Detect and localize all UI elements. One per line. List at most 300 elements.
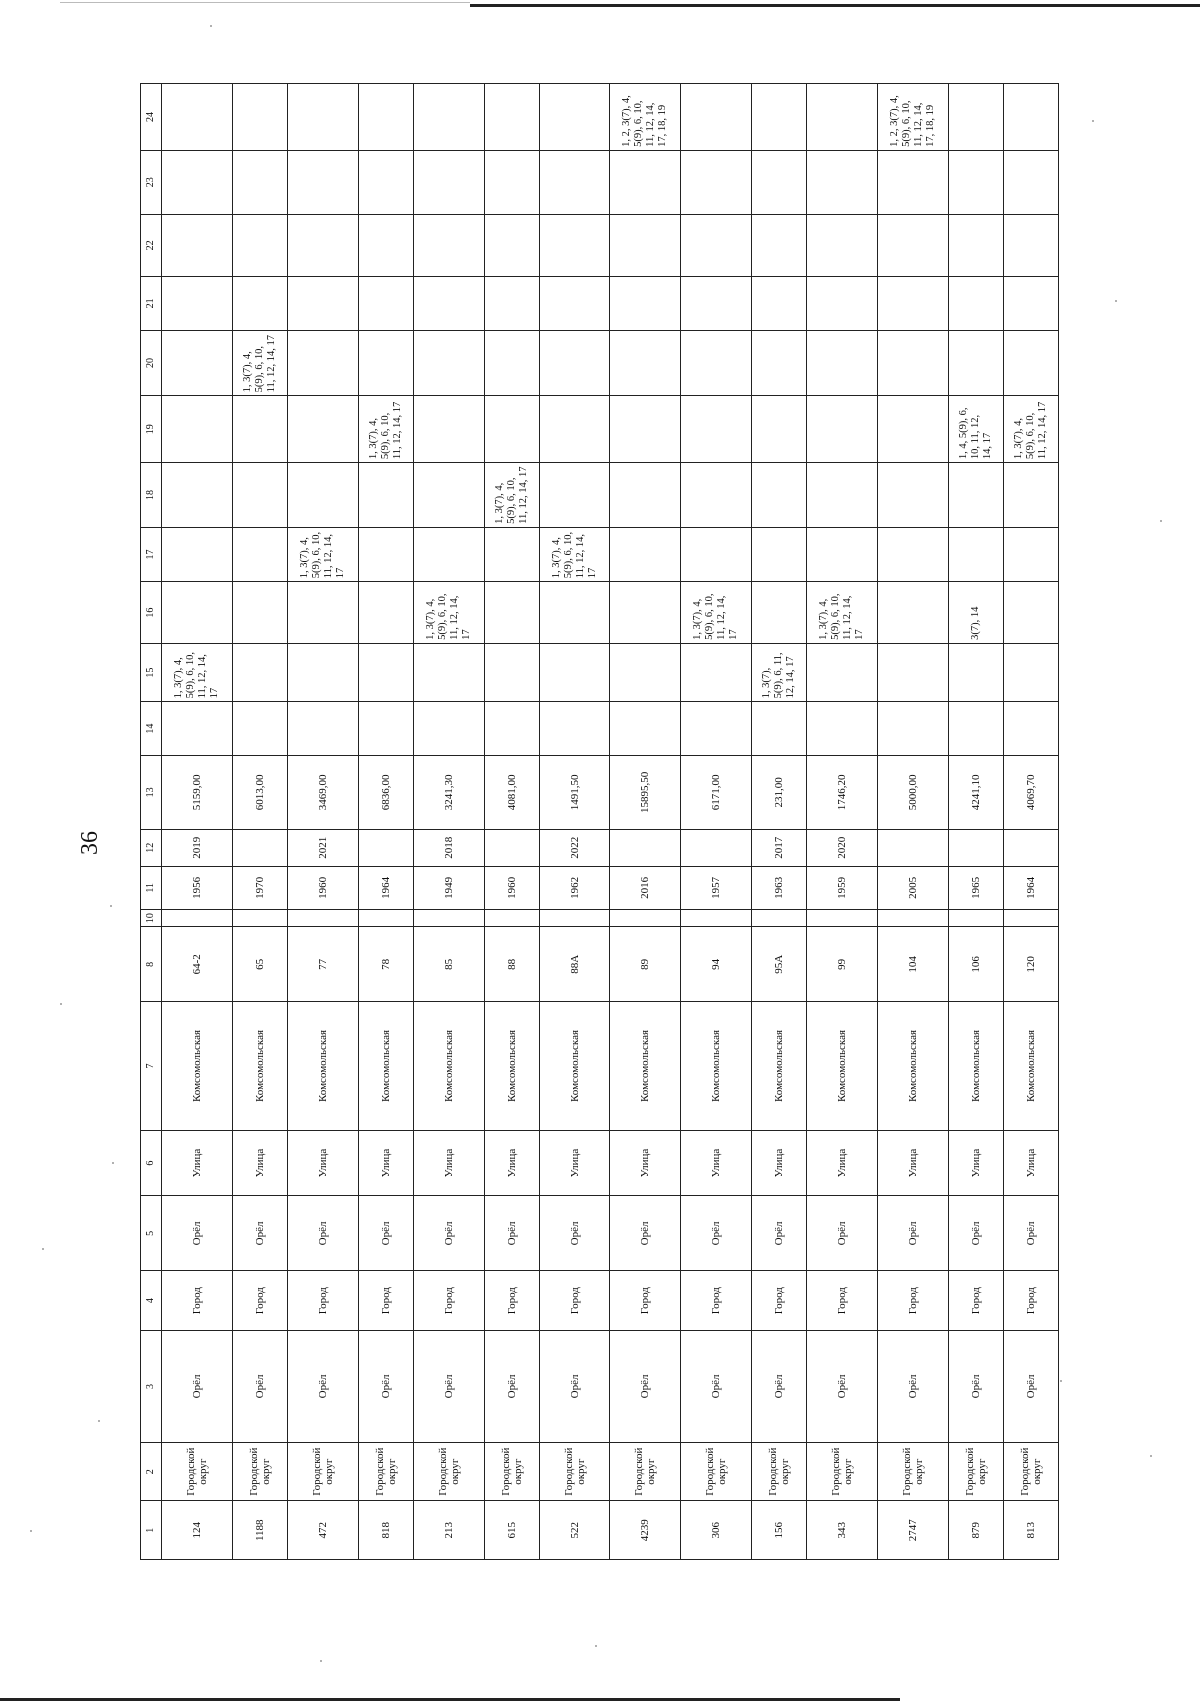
table-cell: 2020: [807, 829, 878, 866]
table-cell: [681, 643, 752, 702]
table-cell: [484, 909, 539, 926]
scan-edge-line: [470, 4, 1200, 7]
table-cell: [162, 527, 233, 581]
table-cell: [807, 396, 878, 463]
table-cell: 213: [413, 1501, 484, 1560]
table-cell: Орёл: [413, 1196, 484, 1271]
table-cell: [610, 214, 681, 277]
table-cell: Город: [484, 1271, 539, 1331]
table-row: [807, 84, 878, 1560]
table-cell: 4239: [610, 1501, 681, 1560]
table-cell: Орёл: [752, 1196, 807, 1271]
table-cell: Комсомольская: [539, 1002, 610, 1130]
table-cell: 615: [484, 1501, 539, 1560]
table-cell: [162, 396, 233, 463]
table-cell: [358, 330, 413, 396]
table-cell: 3(7), 14: [949, 582, 1004, 644]
table-cell: 106: [949, 927, 1004, 1002]
table-cell: 78: [358, 927, 413, 1002]
table-cell: Улица: [610, 1130, 681, 1196]
table-cell: 124: [162, 1501, 233, 1560]
table-cell: [878, 330, 949, 396]
table-cell: [413, 643, 484, 702]
table-cell: [1004, 702, 1059, 755]
table-cell: Улица: [681, 1130, 752, 1196]
table-cell: [358, 829, 413, 866]
table-cell: 4241,10: [949, 755, 1004, 829]
table-cell: Комсомольская: [358, 1002, 413, 1130]
table-row: [610, 84, 681, 1560]
table-cell: [752, 527, 807, 581]
table-cell: [358, 582, 413, 644]
table-cell: Улица: [949, 1130, 1004, 1196]
table-cell: Комсомольская: [681, 1002, 752, 1130]
table-row: [162, 84, 233, 1560]
table-cell: [878, 702, 949, 755]
table-cell: [232, 150, 287, 214]
table-cell: [807, 909, 878, 926]
table-cell: [681, 909, 752, 926]
table-cell: [681, 150, 752, 214]
table-cell: [807, 702, 878, 755]
table-cell: Комсомольская: [610, 1002, 681, 1130]
table-cell: [681, 396, 752, 463]
table-cell: 1960: [287, 866, 358, 909]
table-cell: [949, 277, 1004, 330]
table-cell: [1004, 150, 1059, 214]
table-cell: [232, 463, 287, 528]
table-cell: 1188: [232, 1501, 287, 1560]
table-cell: [1004, 463, 1059, 528]
table-cell: [949, 643, 1004, 702]
table-cell: 472: [287, 1501, 358, 1560]
table-cell: [287, 702, 358, 755]
table-row: [878, 84, 949, 1560]
table-cell: Орёл: [358, 1196, 413, 1271]
table-cell: Комсомольская: [287, 1002, 358, 1130]
table-cell: Орёл: [358, 1330, 413, 1442]
table-cell: [162, 582, 233, 644]
table-cell: [610, 150, 681, 214]
table-cell: [287, 150, 358, 214]
table-cell: Орёл: [807, 1196, 878, 1271]
table-cell: [413, 277, 484, 330]
table-cell: [949, 463, 1004, 528]
table-cell: 1, 3(7), 5(9), 6, 11, 12, 14, 17: [752, 643, 807, 702]
table-cell: [807, 463, 878, 528]
table-cell: [413, 527, 484, 581]
table-cell: [162, 909, 233, 926]
table-cell: [287, 463, 358, 528]
table-cell: [610, 582, 681, 644]
table-cell: [949, 214, 1004, 277]
table-cell: [413, 396, 484, 463]
table-cell: [878, 909, 949, 926]
table-cell: Городской округ: [1004, 1442, 1059, 1501]
column-number: 13: [141, 755, 162, 829]
table-cell: [949, 84, 1004, 151]
table-cell: [358, 463, 413, 528]
table-cell: 2022: [539, 829, 610, 866]
table-cell: 306: [681, 1501, 752, 1560]
table-cell: [484, 829, 539, 866]
table-cell: [484, 527, 539, 581]
table-cell: 1965: [949, 866, 1004, 909]
column-number: 21: [141, 277, 162, 330]
table-cell: 65: [232, 927, 287, 1002]
table-cell: Орёл: [752, 1330, 807, 1442]
table-cell: [232, 909, 287, 926]
table-cell: [358, 909, 413, 926]
table-cell: [484, 214, 539, 277]
table-cell: [232, 396, 287, 463]
table-cell: [232, 277, 287, 330]
table-cell: 1970: [232, 866, 287, 909]
table-cell: Орёл: [287, 1330, 358, 1442]
table-cell: Комсомольская: [232, 1002, 287, 1130]
column-number: 10: [141, 909, 162, 926]
table-cell: 2021: [287, 829, 358, 866]
table-cell: 1, 3(7), 4, 5(9), 6, 10, 11, 12, 14, 17: [1004, 396, 1059, 463]
table-cell: [484, 84, 539, 151]
table-cell: 1949: [413, 866, 484, 909]
table-cell: 879: [949, 1501, 1004, 1560]
table-cell: Город: [287, 1271, 358, 1331]
table-cell: [413, 463, 484, 528]
table-cell: Городской округ: [358, 1442, 413, 1501]
table-cell: [358, 150, 413, 214]
table-cell: [610, 702, 681, 755]
column-number: 1: [141, 1501, 162, 1560]
table-cell: 120: [1004, 927, 1059, 1002]
table-cell: [878, 527, 949, 581]
column-number: 18: [141, 463, 162, 528]
table-cell: [232, 643, 287, 702]
table-cell: [752, 150, 807, 214]
table-cell: [807, 150, 878, 214]
table-cell: Орёл: [1004, 1330, 1059, 1442]
table-cell: Комсомольская: [807, 1002, 878, 1130]
table-cell: [610, 909, 681, 926]
table-cell: [1004, 909, 1059, 926]
table-cell: Комсомольская: [752, 1002, 807, 1130]
table-cell: 1491,50: [539, 755, 610, 829]
table-cell: [949, 909, 1004, 926]
table-cell: [752, 582, 807, 644]
table-cell: Орёл: [484, 1196, 539, 1271]
table-cell: [752, 909, 807, 926]
table-cell: Орёл: [539, 1330, 610, 1442]
table-cell: 5159,00: [162, 755, 233, 829]
table-cell: [539, 214, 610, 277]
table-cell: Орёл: [610, 1196, 681, 1271]
table-cell: Улица: [878, 1130, 949, 1196]
table-cell: 85: [413, 927, 484, 1002]
column-number: 20: [141, 330, 162, 396]
table-cell: [610, 643, 681, 702]
table-cell: [949, 829, 1004, 866]
table-cell: [610, 277, 681, 330]
table-cell: Город: [949, 1271, 1004, 1331]
table-cell: [484, 277, 539, 330]
table-cell: [752, 396, 807, 463]
table-cell: [539, 277, 610, 330]
table-cell: [484, 702, 539, 755]
table-cell: [287, 214, 358, 277]
table-body: [162, 84, 1059, 1560]
table-cell: 1956: [162, 866, 233, 909]
table-cell: 77: [287, 927, 358, 1002]
table-cell: [1004, 84, 1059, 151]
table-cell: Городской округ: [878, 1442, 949, 1501]
table-cell: Комсомольская: [878, 1002, 949, 1130]
table-cell: Комсомольская: [1004, 1002, 1059, 1130]
table-cell: [681, 829, 752, 866]
table-cell: [1004, 214, 1059, 277]
table-cell: [752, 330, 807, 396]
table-cell: [681, 527, 752, 581]
table-cell: [807, 527, 878, 581]
table-cell: 1957: [681, 866, 752, 909]
table-cell: 1959: [807, 866, 878, 909]
table-cell: Орёл: [1004, 1196, 1059, 1271]
table-cell: [539, 396, 610, 463]
column-number: 2: [141, 1442, 162, 1501]
table-cell: [413, 330, 484, 396]
table-cell: [681, 702, 752, 755]
rotated-table-wrapper: [140, 83, 1059, 1560]
table-row: [413, 84, 484, 1560]
table-cell: Город: [610, 1271, 681, 1331]
table-cell: [1004, 527, 1059, 581]
table-cell: [358, 643, 413, 702]
table-cell: Орёл: [949, 1196, 1004, 1271]
table-cell: [413, 909, 484, 926]
table-cell: Городской округ: [610, 1442, 681, 1501]
table-cell: [681, 463, 752, 528]
column-number: 4: [141, 1271, 162, 1331]
table-cell: [539, 582, 610, 644]
column-number: 22: [141, 214, 162, 277]
table-cell: Орёл: [287, 1196, 358, 1271]
table-cell: [539, 84, 610, 151]
table-cell: 1, 3(7), 4, 5(9), 6, 10, 11, 12, 14, 17: [232, 330, 287, 396]
table-cell: [949, 702, 1004, 755]
table-cell: [358, 84, 413, 151]
table-cell: [681, 330, 752, 396]
table-cell: Городской округ: [162, 1442, 233, 1501]
scan-edge-line: [60, 2, 470, 3]
table-cell: 4069,70: [1004, 755, 1059, 829]
table-cell: [162, 463, 233, 528]
column-number: 11: [141, 866, 162, 909]
table-row: [681, 84, 752, 1560]
table-cell: Комсомольская: [484, 1002, 539, 1130]
table-cell: 156: [752, 1501, 807, 1560]
table-cell: 88А: [539, 927, 610, 1002]
table-row: [1004, 84, 1059, 1560]
table-row: [232, 84, 287, 1560]
table-cell: [752, 702, 807, 755]
table-cell: [287, 643, 358, 702]
table-cell: 95А: [752, 927, 807, 1002]
table-cell: Город: [162, 1271, 233, 1331]
table-cell: [1004, 829, 1059, 866]
table-cell: 3469,00: [287, 755, 358, 829]
table-cell: Город: [1004, 1271, 1059, 1331]
table-cell: [610, 463, 681, 528]
table-cell: [539, 150, 610, 214]
table-cell: 1, 3(7), 4, 5(9), 6, 10, 11, 12, 14, 17: [358, 396, 413, 463]
table-cell: Городской округ: [484, 1442, 539, 1501]
table-cell: [878, 396, 949, 463]
table-cell: Комсомольская: [162, 1002, 233, 1130]
table-row: [752, 84, 807, 1560]
table-cell: Орёл: [162, 1196, 233, 1271]
table-cell: 2016: [610, 866, 681, 909]
table-cell: [162, 84, 233, 151]
table-cell: [287, 909, 358, 926]
table-cell: 6836,00: [358, 755, 413, 829]
column-number: 5: [141, 1196, 162, 1271]
table-cell: [539, 909, 610, 926]
table-cell: Улица: [162, 1130, 233, 1196]
table-cell: [162, 150, 233, 214]
table-cell: [807, 643, 878, 702]
table-cell: Орёл: [878, 1196, 949, 1271]
table-cell: 1, 2, 3(7), 4, 5(9), 6, 10, 11, 12, 14, 17, 18, 19: [878, 84, 949, 151]
table-cell: [878, 829, 949, 866]
table-cell: [807, 277, 878, 330]
table-cell: Город: [413, 1271, 484, 1331]
table-cell: [949, 527, 1004, 581]
table-cell: [539, 463, 610, 528]
column-number: 23: [141, 150, 162, 214]
column-number: 15: [141, 643, 162, 702]
table-cell: Городской округ: [287, 1442, 358, 1501]
table-cell: 818: [358, 1501, 413, 1560]
table-cell: [878, 582, 949, 644]
table-cell: 2005: [878, 866, 949, 909]
table-cell: Городской округ: [539, 1442, 610, 1501]
table-cell: [484, 582, 539, 644]
table-cell: [807, 214, 878, 277]
table-cell: Комсомольская: [949, 1002, 1004, 1130]
table-cell: [878, 150, 949, 214]
table-cell: [752, 214, 807, 277]
table-cell: [1004, 582, 1059, 644]
table-cell: [610, 527, 681, 581]
table-cell: [752, 463, 807, 528]
table-cell: Улица: [1004, 1130, 1059, 1196]
table-cell: [610, 829, 681, 866]
table-cell: Орёл: [162, 1330, 233, 1442]
table-cell: Орёл: [681, 1330, 752, 1442]
table-cell: 1, 3(7), 4, 5(9), 6, 10, 11, 12, 14, 17: [484, 463, 539, 528]
register-table: [140, 83, 1059, 1560]
table-cell: Город: [539, 1271, 610, 1331]
table-cell: Город: [807, 1271, 878, 1331]
table-cell: [232, 829, 287, 866]
table-cell: [413, 702, 484, 755]
table-cell: Городской округ: [807, 1442, 878, 1501]
column-number: 16: [141, 582, 162, 644]
table-cell: Городской округ: [949, 1442, 1004, 1501]
table-cell: [807, 330, 878, 396]
table-cell: 104: [878, 927, 949, 1002]
table-cell: Город: [752, 1271, 807, 1331]
table-cell: [287, 330, 358, 396]
table-cell: [232, 527, 287, 581]
table-cell: [610, 396, 681, 463]
table-cell: 1, 3(7), 4, 5(9), 6, 10, 11, 12, 14, 17: [413, 582, 484, 644]
table-cell: [878, 277, 949, 330]
table-cell: 2747: [878, 1501, 949, 1560]
table-row: [539, 84, 610, 1560]
table-cell: 1962: [539, 866, 610, 909]
table-cell: Городской округ: [232, 1442, 287, 1501]
table-cell: [358, 214, 413, 277]
table-cell: [878, 214, 949, 277]
table-cell: [484, 396, 539, 463]
column-number: 3: [141, 1330, 162, 1442]
table-cell: [162, 277, 233, 330]
table-cell: [539, 643, 610, 702]
table-cell: Улица: [413, 1130, 484, 1196]
table-cell: [752, 84, 807, 151]
table-cell: [413, 150, 484, 214]
table-cell: [287, 582, 358, 644]
table-cell: [413, 214, 484, 277]
table-cell: 813: [1004, 1501, 1059, 1560]
table-cell: [681, 214, 752, 277]
table-cell: Орёл: [681, 1196, 752, 1271]
table-cell: 1964: [358, 866, 413, 909]
table-cell: 88: [484, 927, 539, 1002]
table-cell: [539, 330, 610, 396]
table-cell: [1004, 277, 1059, 330]
table-cell: Улица: [807, 1130, 878, 1196]
table-cell: [1004, 330, 1059, 396]
table-cell: 15895,50: [610, 755, 681, 829]
table-cell: 1960: [484, 866, 539, 909]
table-cell: [878, 463, 949, 528]
table-cell: Орёл: [484, 1330, 539, 1442]
table-cell: 2018: [413, 829, 484, 866]
page-number: 36: [77, 831, 103, 855]
table-cell: Городской округ: [681, 1442, 752, 1501]
table-cell: [539, 702, 610, 755]
table-cell: [752, 277, 807, 330]
table-cell: Комсомольская: [413, 1002, 484, 1130]
table-cell: [232, 582, 287, 644]
table-cell: Улица: [358, 1130, 413, 1196]
table-cell: [358, 702, 413, 755]
table-cell: [162, 330, 233, 396]
table-cell: 231,00: [752, 755, 807, 829]
table-cell: [232, 214, 287, 277]
table-cell: 1, 2, 3(7), 4, 5(9), 6, 10, 11, 12, 14, 17, 18, 19: [610, 84, 681, 151]
table-cell: [878, 643, 949, 702]
table-cell: [681, 277, 752, 330]
table-cell: [484, 643, 539, 702]
column-number: 14: [141, 702, 162, 755]
column-number: 7: [141, 1002, 162, 1130]
table-cell: [287, 84, 358, 151]
table-row: [287, 84, 358, 1560]
table-cell: 6013,00: [232, 755, 287, 829]
table-cell: Орёл: [949, 1330, 1004, 1442]
